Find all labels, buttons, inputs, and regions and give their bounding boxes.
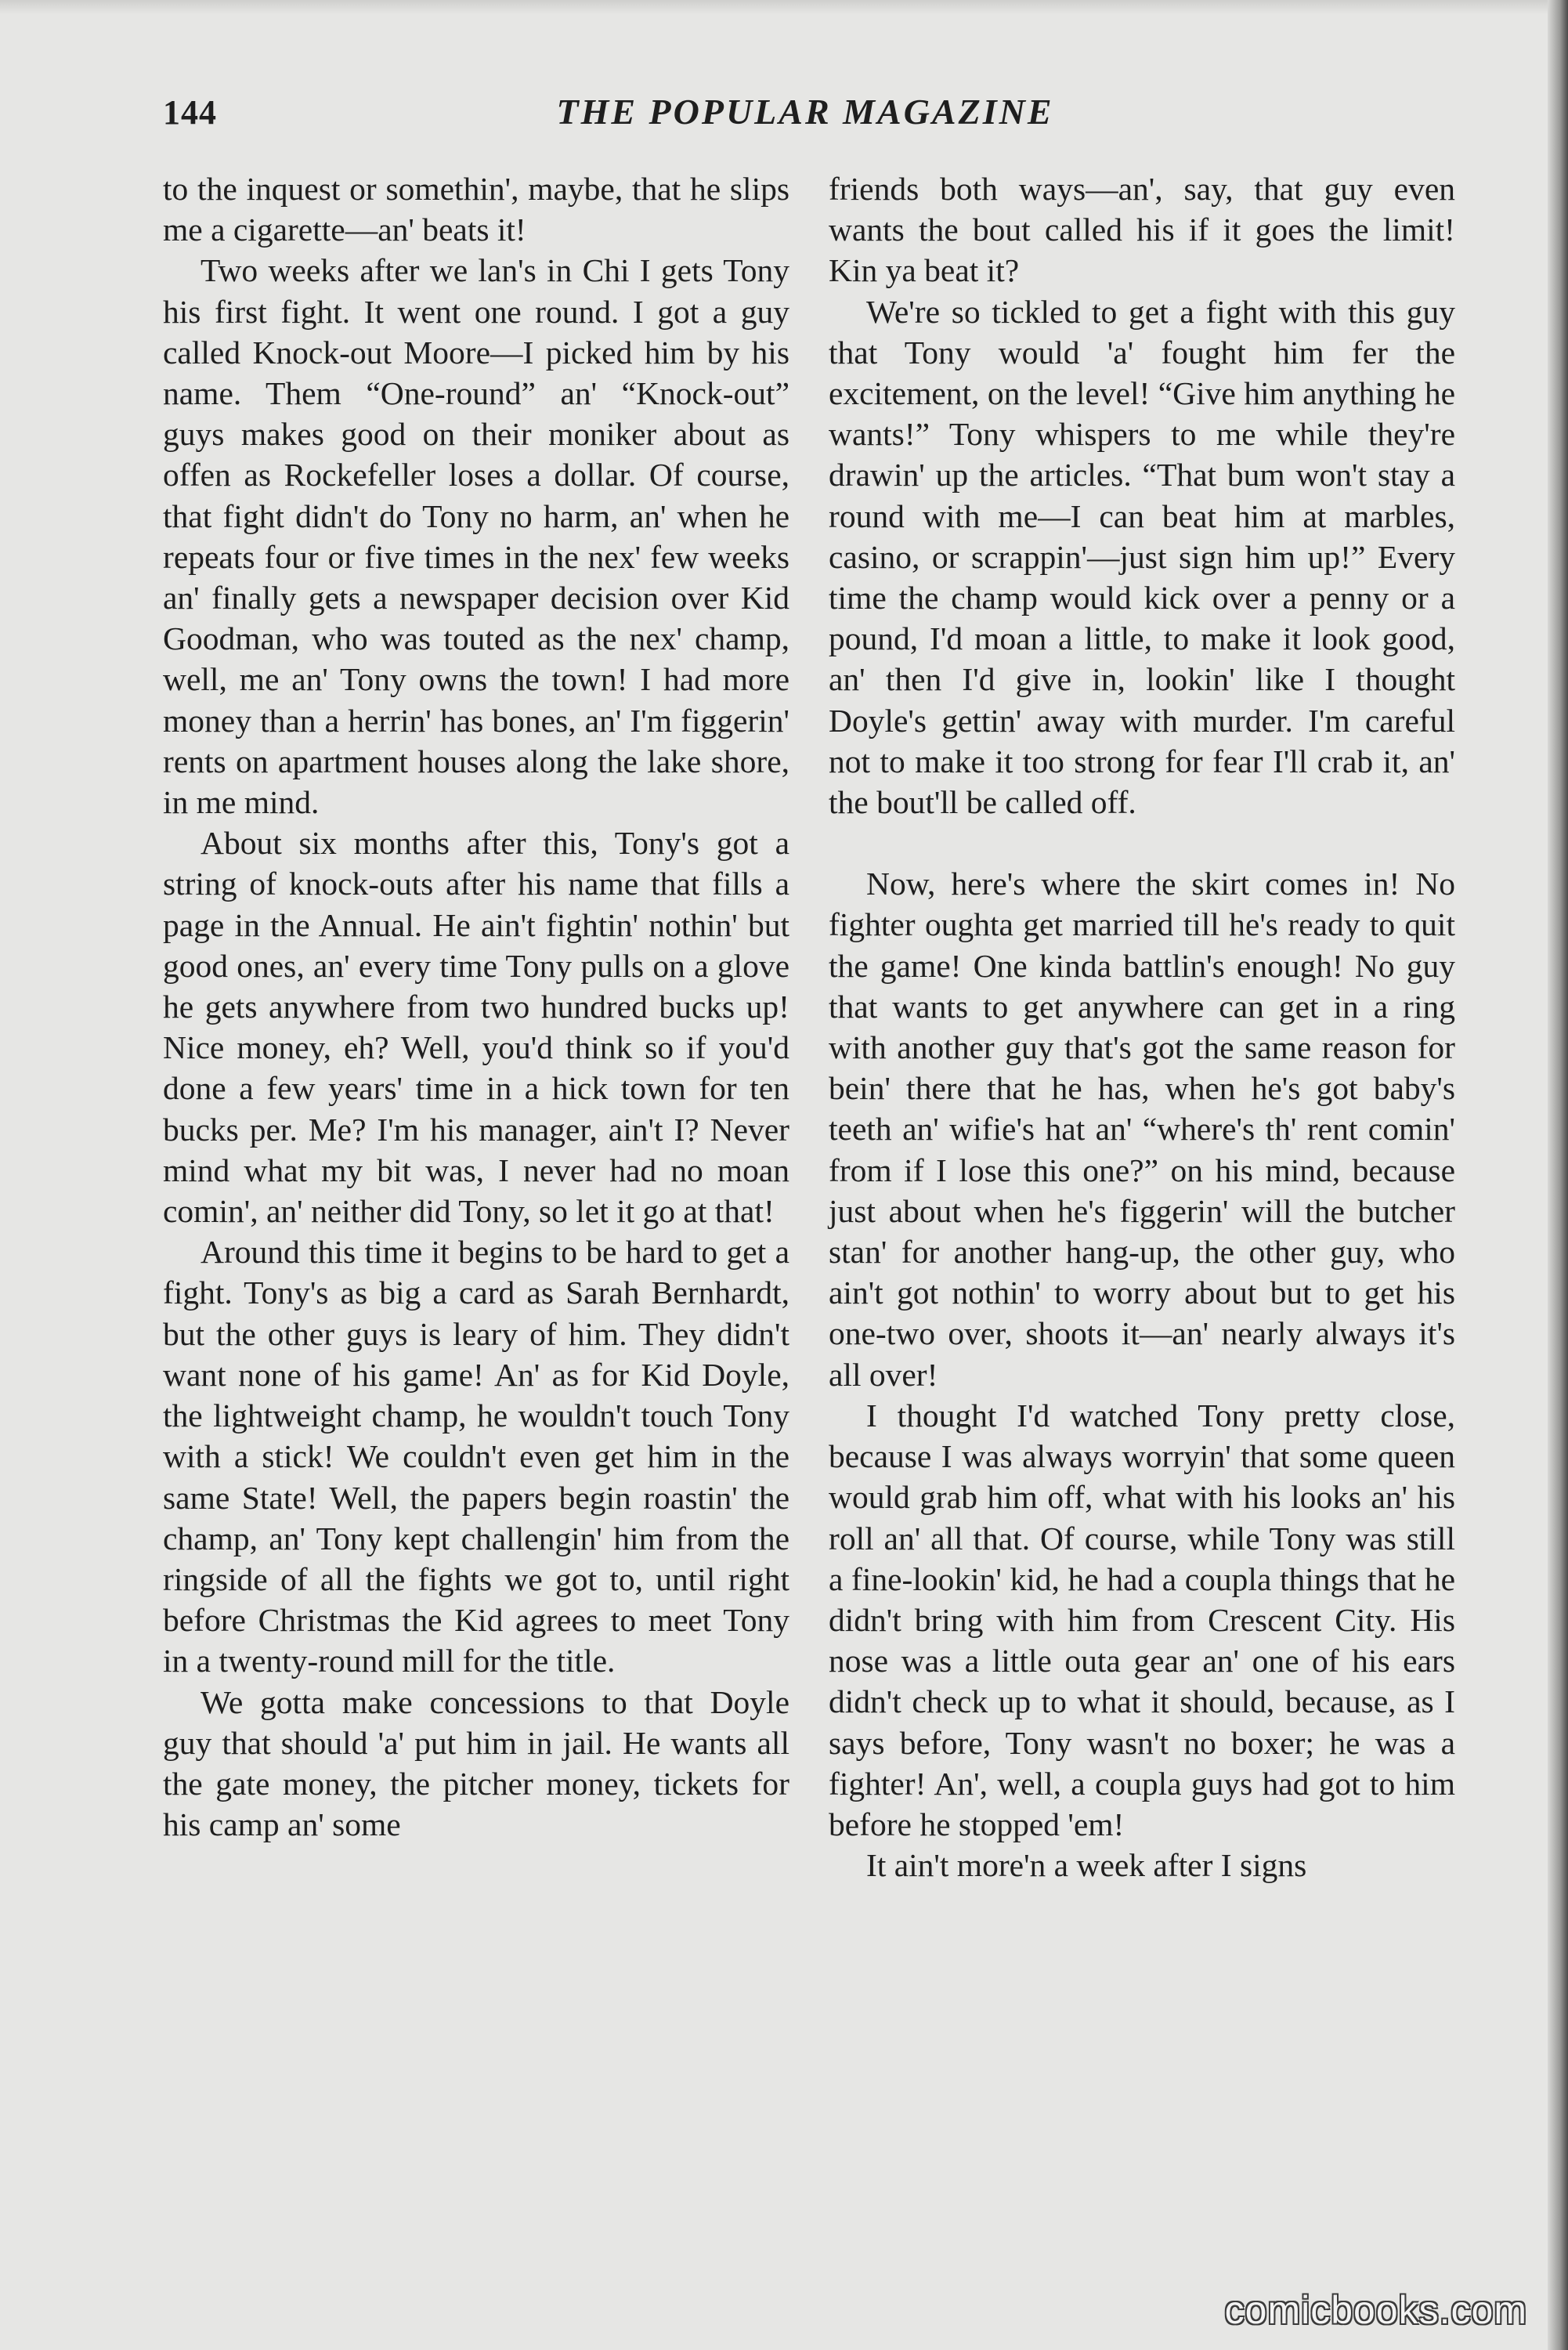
paragraph: friends both ways—an', say, that guy even wants the bout called his if it goes the limit! Kin ya beat it? — [829, 171, 1455, 289]
paragraph: Two weeks after we lan's in Chi I gets Tony his first fight. It went one round. I got a guy called Knock-out Moore—I picked him by his name. Them “One-round” an' “Knock-out” guys makes good on their moniker about as offen as Rockefeller loses a dollar. Of course, that fight didn't do Tony no harm, an' when he repeats four or five times in the nex' few weeks an' finally gets a newspaper decision over Kid Goodman, who was touted as the nex' champ, well, me an' Tony owns the town! I had more money than a herrin' has bones, an' I'm figgerin' rents on apartment houses along the lake shore, in me mind. — [163, 252, 789, 821]
paragraph: Around this time it begins to be hard to get a fight. Tony's as big a card as Sarah Bernhardt, but the other guys is leary of him. They didn't want none of his game! An' as for Kid Doyle, the lightweight champ, he wouldn't touch Tony with a stick! We couldn't even get him in the same State! Well, the papers begin roastin' the champ, an' Tony kept challengin' him from the ringside of all the fights we got to, until right before Christmas the Kid agrees to meet Tony in a twenty-round mill for the title. — [163, 1234, 789, 1679]
running-title: THE POPULAR MAGAZINE — [556, 92, 1054, 132]
left-column — [163, 168, 789, 1845]
page-right-edge — [1548, 0, 1568, 2350]
right-column — [829, 168, 1455, 1885]
page-header — [163, 92, 1447, 155]
page-top-edge — [0, 0, 1568, 14]
paragraph: Now, here's where the skirt comes in! No fighter oughta get married till he's ready to quit the game! One kinda battlin's enough! No guy that wants to get anywhere can get in a ring with another guy that's got the same reason for bein' there that he has, when he's got baby's teeth an' wifie's hat an' “where's th' rent comin' from if I lose this one?” on his mind, because just about when he's figgerin' will the butcher stan' for another hang-up, the other guy, who ain't got nothin' to worry about but to get his one-two over, shoots it—an' nearly always it's all over! — [829, 866, 1455, 1393]
page-number: 144 — [163, 93, 217, 132]
paragraph: I thought I'd watched Tony pretty close, because I was always worryin' that some queen would grab him off, what with his looks an' his roll an' all that. Of course, while Tony was still a fine-lookin' kid, he had a coupla things that he didn't bring with him from Crescent City. His nose was a little outa gear an' one of his ears didn't check up to what it should, because, as I says before, Tony wasn't no boxer; he was a fighter! An', well, a coupla guys had got to him before he stopped 'em! — [829, 1397, 1455, 1842]
paragraph: We gotta make concessions to that Doyle guy that should 'a' put him in jail. He wants all the gate money, the pitcher money, tickets for his camp an' some — [163, 1683, 789, 1843]
paragraph: to the inquest or somethin', maybe, that he slips me a cigarette—an' beats it! — [163, 171, 789, 248]
paragraph: We're so tickled to get a fight with this guy that Tony would 'a' fought him fer the excitement, on the level! “Give him anything he wants!” Tony whispers to me while they're drawin' up the articles. “That bum won't stay a round with me—I can beat him at marbles, casino, or scrappin'—just sign him up!” Every time the champ would kick over a penny or a pound, I'd moan a little, to make it look good, an' then I'd give in, lookin' like I thought Doyle's gettin' away with murder. I'm careful not to make it too strong for fear I'll crab it, an' the bout'll be called off. — [829, 293, 1455, 821]
paragraph: About six months after this, Tony's got a string of knock-outs after his name that fills a page in the Annual. He ain't fightin' nothin' but good ones, an' every time Tony pulls on a glove he gets anywhere from two hundred bucks up! Nice money, eh? Well, you'd think so if you'd done a few years' time in a hick town for ten bucks per. Me? I'm his manager, ain't I? Never mind what my bit was, I never had no moan comin', an' neither did Tony, so let it go at that! — [163, 825, 789, 1230]
paragraph: It ain't more'n a week after I signs — [866, 1847, 1307, 1884]
watermark-logo: comicbooks.com — [1224, 2288, 1527, 2332]
